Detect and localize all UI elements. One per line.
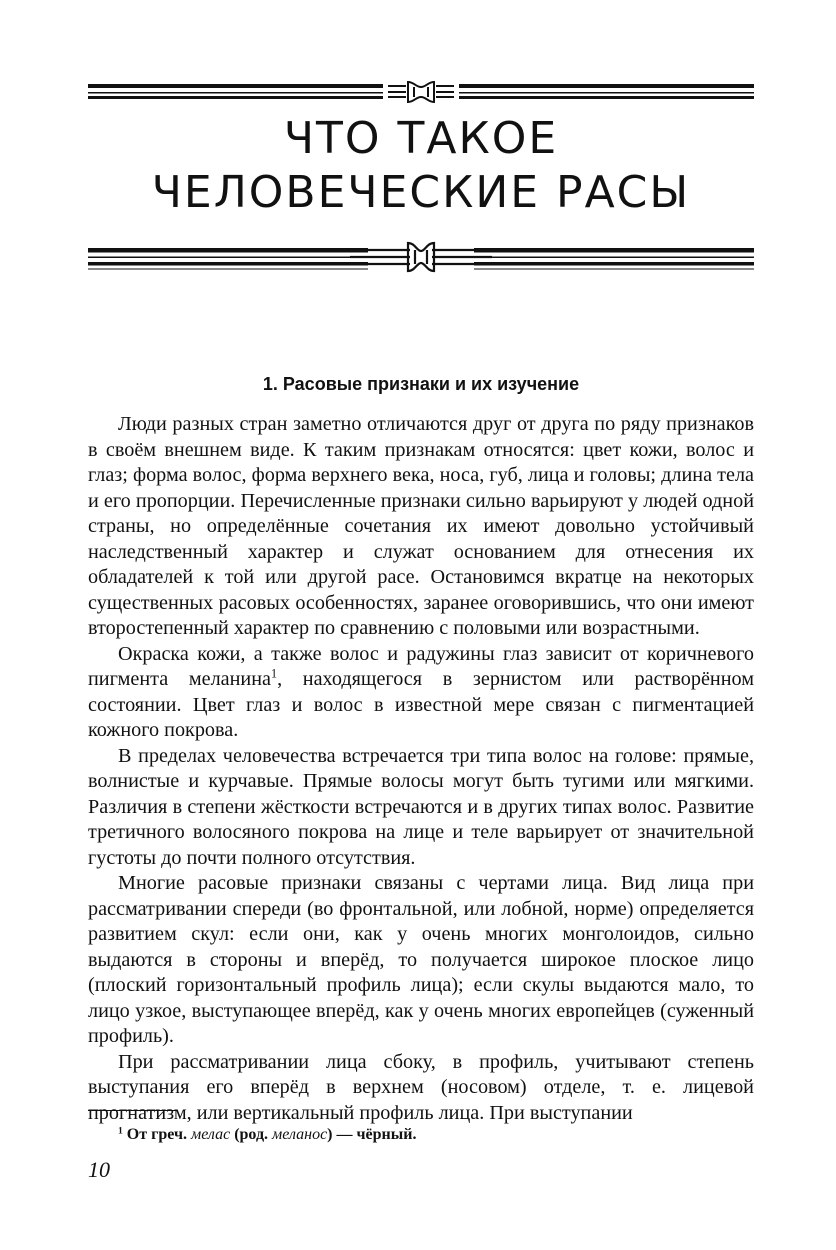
bottom-ornament-divider <box>88 240 754 274</box>
paragraph: При рассматривании лица сбоку, в профиль, учитывают степень выступания его вперёд в верхнем (носовом) отделе, т. е. лицевой прогнатизм, или вертикальный профиль лица. При выступании <box>88 1050 754 1124</box>
footnote-reference: 1 <box>271 666 278 681</box>
footnote-word: мелас <box>191 1126 231 1143</box>
paragraph: Люди разных стран заметно отличаются друг от друга по ряду признаков в своём внешнем виде. К таким признакам относятся: цвет кожи, волос и глаз; форма волос, форма верхнего века, носа, губ, лица и головы; длина тела и его пропорции. Перечисленные признаки сильно варьируют у людей одной страны, но определённые сочетания их имеют довольно устойчивый наследственный характер и служат основанием для отнесения их обладателей к той или другой расе. Остановимся вкратце на некоторых существенных расовых особенностях, заранее оговорившись, что они имеют второстепенный характер по сравнению с половыми или возрастными. <box>88 413 754 639</box>
body-text <box>88 412 754 1126</box>
footnote-text: ) — чёрный. <box>327 1126 417 1143</box>
footnote <box>118 1124 416 1146</box>
chapter-title-line-1: ЧТО ТАКОЕ <box>283 113 559 164</box>
footnote-word: меланос <box>272 1126 328 1143</box>
top-ornament-divider <box>88 78 754 106</box>
paragraph-text: Окраска кожи, а также волос и радужины глаз зависит от коричневого пигмента меланина <box>88 642 754 690</box>
footnote-text: От греч. <box>122 1126 191 1143</box>
paragraph-text: , находящегося в зернистом или растворённом состоянии. Цвет глаз и волос в известной мере связан с пигментацией кожного покрова. <box>88 668 755 741</box>
paragraph: В пределах человечества встречается три типа волос на голове: прямые, волнистые и курчавые. Прямые волосы могут быть тугими или мягкими. Различия в степени жёсткости встречаются и в других типах волос. Развитие третичного волосяного покрова на лице и теле варьирует от значительной густоты до почти полного отсутствия. <box>88 744 754 869</box>
footnote-mark: 1 <box>118 1125 123 1137</box>
paragraph: Многие расовые признаки связаны с чертами лица. Вид лица при рассматривании спереди (во фронтальной, или лобной, норме) определяется развитием скул: если они, как у очень многих монголоидов, сильно выдаются в стороны и вперёд, то получается широкое плоское лицо (плоский горизонтальный профиль лица); если скулы выдаются мало, то лицо узкое, выступающее вперёд, как у очень многих европейцев (суженный профиль). <box>88 872 754 1047</box>
footnote-text: (род. <box>230 1126 273 1143</box>
footnote-rule <box>88 1110 178 1111</box>
chapter-title <box>88 112 754 220</box>
page-number: 10 <box>88 1157 110 1182</box>
chapter-title-line-2: ЧЕЛОВЕЧЕСКИЕ РАСЫ <box>151 167 691 218</box>
section-heading: 1. Расовые признаки и их изучение <box>262 374 580 394</box>
paragraph <box>88 642 754 744</box>
